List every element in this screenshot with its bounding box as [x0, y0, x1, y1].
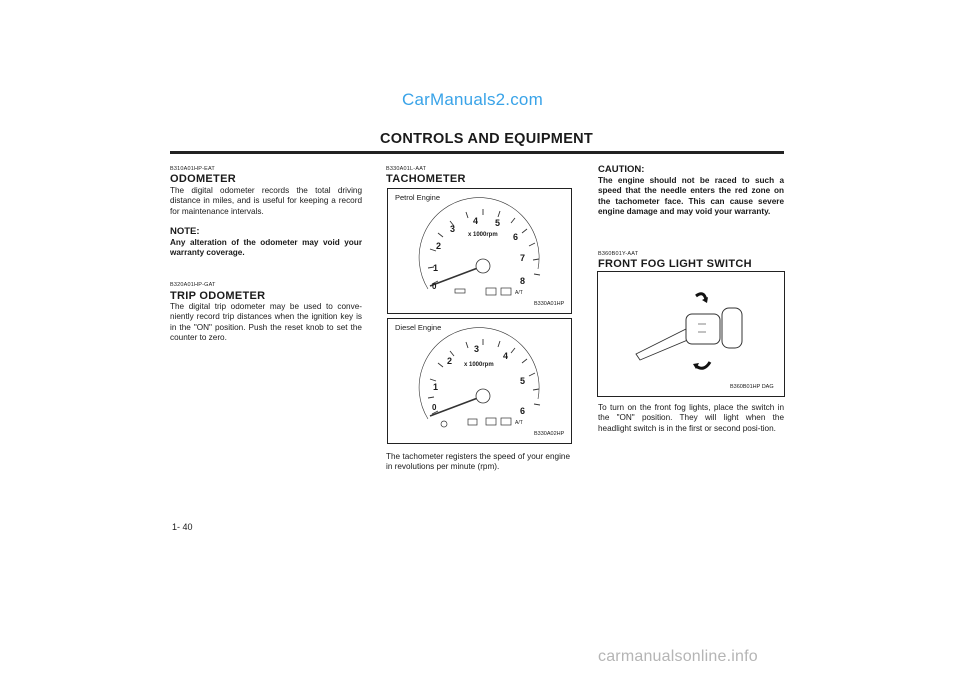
petrol-num-4: 4 [473, 216, 479, 226]
trip-odometer-code: B320A01HP-GAT [170, 282, 216, 288]
diesel-tachometer-figure [387, 318, 572, 444]
fog-light-text: To turn on the front fog lights, place the switch in the "ON" position. They will light when the headlight switch is in the first or second posi-tion. [598, 403, 784, 433]
odometer-heading: ODOMETER [170, 173, 236, 185]
diesel-engine-label: Diesel Engine [395, 323, 442, 332]
petrol-num-3: 3 [450, 224, 456, 234]
diesel-num-5: 5 [520, 376, 526, 386]
watermark-top[interactable]: CarManuals2.com [402, 90, 543, 109]
petrol-gauge-drawing [388, 189, 571, 313]
note-title: NOTE: [170, 226, 200, 237]
fog-light-switch-figure [597, 271, 785, 397]
tachometer-code: B330A01L-AAT [386, 166, 427, 172]
petrol-figure-code: B330A01HP [534, 301, 565, 307]
petrol-num-7: 7 [520, 253, 526, 263]
petrol-at-label: A/T [515, 290, 523, 296]
diesel-gauge-drawing [388, 319, 571, 443]
petrol-num-2: 2 [436, 241, 442, 251]
diesel-num-1: 1 [433, 382, 439, 392]
fog-switch-drawing [598, 272, 784, 396]
diesel-figure-code: B330A02HP [534, 431, 565, 437]
diesel-num-4: 4 [503, 351, 509, 361]
page-number: 1- 40 [172, 522, 193, 532]
petrol-tachometer-figure [387, 188, 572, 314]
petrol-units-label: x 1000rpm [468, 232, 498, 238]
watermark-bottom[interactable]: carmanualsonline.info [598, 648, 758, 665]
petrol-num-0: 0 [432, 282, 437, 291]
caution-title: CAUTION: [598, 164, 645, 175]
tachometer-heading: TACHOMETER [386, 173, 466, 185]
odometer-text: The digital odometer records the total driving distance in miles, and is useful for keeping a record for maintenance intervals. [170, 186, 362, 216]
header-rule [170, 151, 784, 154]
petrol-num-8: 8 [520, 276, 526, 286]
diesel-at-label: A/T [515, 420, 523, 426]
trip-odometer-text: The digital trip odometer may be used to conve-niently record trip distances when the ignition key is in the "ON" position. Push the reset knob to set the counter to zero. [170, 302, 362, 343]
fog-figure-code: B360B01HP DAG [730, 384, 774, 390]
diesel-num-3: 3 [474, 344, 480, 354]
petrol-num-6: 6 [513, 232, 519, 242]
note-text: Any alteration of the odometer may void your warranty coverage. [170, 238, 362, 258]
diesel-num-0: 0 [432, 403, 437, 412]
tachometer-text: The tachometer registers the speed of your engine in revolutions per minute (rpm). [386, 452, 570, 472]
caution-text: The engine should not be raced to such a speed that the needle enters the red zone on the tachometer face. This can cause severe engine damage and may void your warranty. [598, 176, 784, 217]
page-header-title: CONTROLS AND EQUIPMENT [380, 131, 594, 147]
diesel-units-label: x 1000rpm [464, 362, 494, 368]
trip-odometer-heading: TRIP ODOMETER [170, 290, 266, 302]
diesel-num-2: 2 [447, 356, 453, 366]
petrol-num-1: 1 [433, 263, 439, 273]
fog-light-code: B360B01Y-AAT [598, 251, 639, 257]
diesel-num-6: 6 [520, 406, 526, 416]
petrol-num-5: 5 [495, 218, 501, 228]
petrol-engine-label: Petrol Engine [395, 193, 441, 202]
odometer-code: B310A01HP-EAT [170, 166, 215, 172]
fog-light-heading: FRONT FOG LIGHT SWITCH [598, 258, 752, 270]
